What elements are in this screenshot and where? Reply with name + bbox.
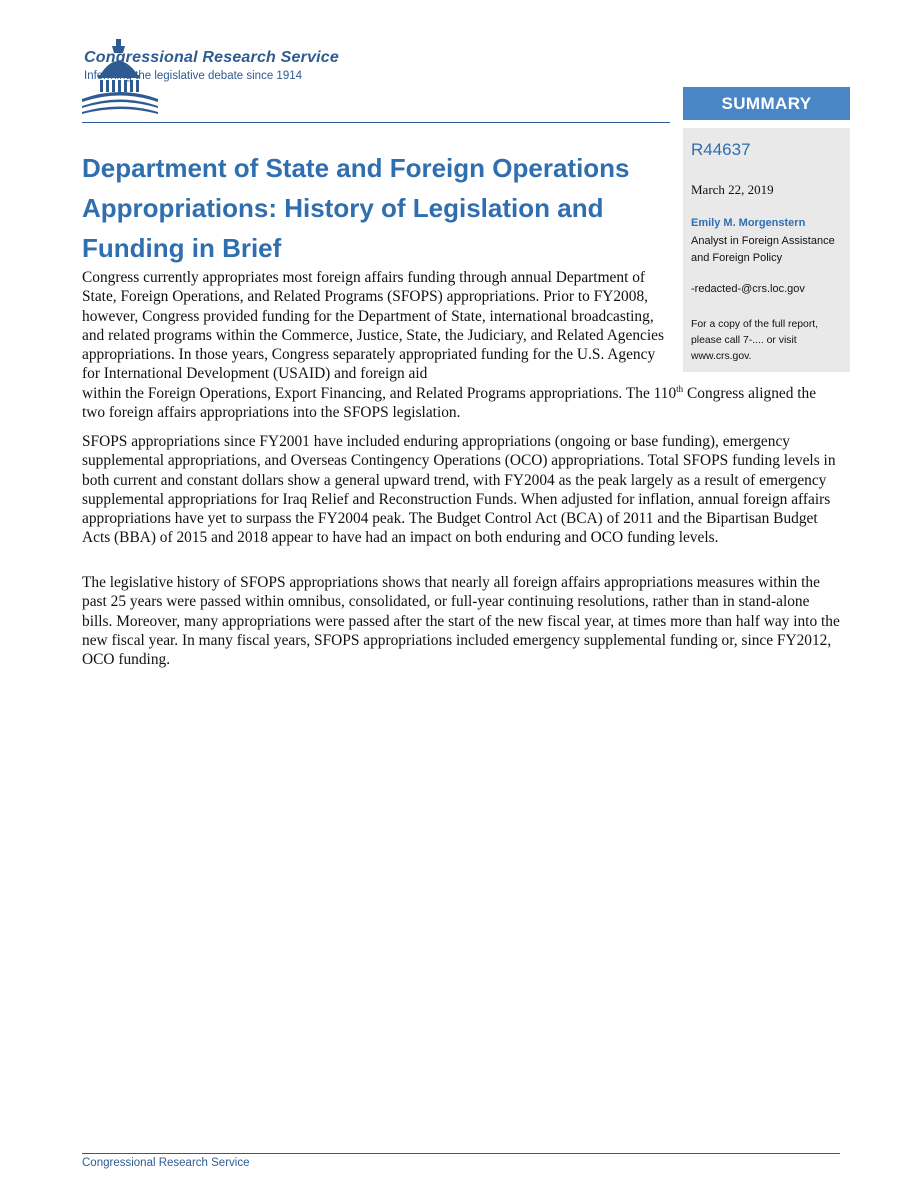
paragraph-1-text-b: Congress aligned the two foreign affairs appropriations into the SFOPS legislation. (82, 384, 817, 422)
author-email[interactable]: -redacted-@crs.loc.gov (691, 283, 805, 295)
footer-org-name: Congressional Research Service (82, 1157, 250, 1169)
full-report-note: For a copy of the full report, please call 7-.... or visit www.crs.gov. (691, 319, 819, 362)
paragraph-1-wide-text (82, 384, 842, 423)
paragraph-1-narrow-text: Congress currently appropriates most foreign affairs funding through annual Department of State, Foreign Operations, and Related Programs (SFOPS) appropriations. Prior to FY2008, however, Congress provided funding for the Department of State, international broadcasting, and related programs within the Commerce, Justice, State, the Judiciary, and Related Agencies appropriations. In those years, Congress separately appropriated funding for the U.S. Agency for International Development (USAID) and foreign aid (82, 269, 664, 383)
org-tagline: Informing the legislative debate since 1914 (84, 70, 303, 82)
report-date: March 22, 2019 (691, 182, 774, 197)
footer-divider (82, 1153, 840, 1154)
ordinal-suffix: th (676, 383, 684, 394)
page-title: Department of State and Foreign Operations Appropriations: History of Legislation and Funding in Brief (82, 153, 630, 263)
report-number: R44637 (691, 140, 751, 159)
summary-tab: SUMMARY (683, 87, 850, 120)
org-name: Congressional Research Service (84, 49, 340, 66)
summary-paragraph-1 (82, 268, 842, 422)
author-title: Analyst in Foreign Assistance and Foreign Policy (691, 235, 835, 264)
paragraph-1-text-a: within the Foreign Operations, Export Financing, and Related Programs appropriations. The 110 (82, 384, 677, 402)
author-name: Emily M. Morgenstern (691, 217, 806, 229)
header-divider (82, 122, 670, 123)
summary-paragraph-3: The legislative history of SFOPS appropriations shows that nearly all foreign affairs appropriations measures within the past 25 years were passed within omnibus, consolidated, or full-year continuing resolutions, rather than in stand-alone bills. Moreover, many appropriations were passed after the start of the new fiscal year, at times more than half way into the new fiscal year. In many fiscal years, SFOPS appropriations included emergency supplemental funding or, since FY2012, OCO funding. (82, 574, 840, 669)
summary-paragraph-2: SFOPS appropriations since FY2001 have included enduring appropriations (ongoing or base funding), emergency supplemental appropriations, and Overseas Contingency Operations (OCO) appropriations. Total SFOPS funding levels in both current and constant dollars show a general upward trend, with FY2004 as the peak largely as a result of emergency supplemental appropriations for Iraq Relief and Reconstruction Funds. When adjusted for inflation, annual foreign affairs appropriations have yet to surpass the FY2004 peak. The Budget Control Act (BCA) of 2011 and the Bipartisan Budget Acts (BBA) of 2015 and 2018 appear to have had an impact on both enduring and OCO funding levels. (82, 433, 836, 547)
